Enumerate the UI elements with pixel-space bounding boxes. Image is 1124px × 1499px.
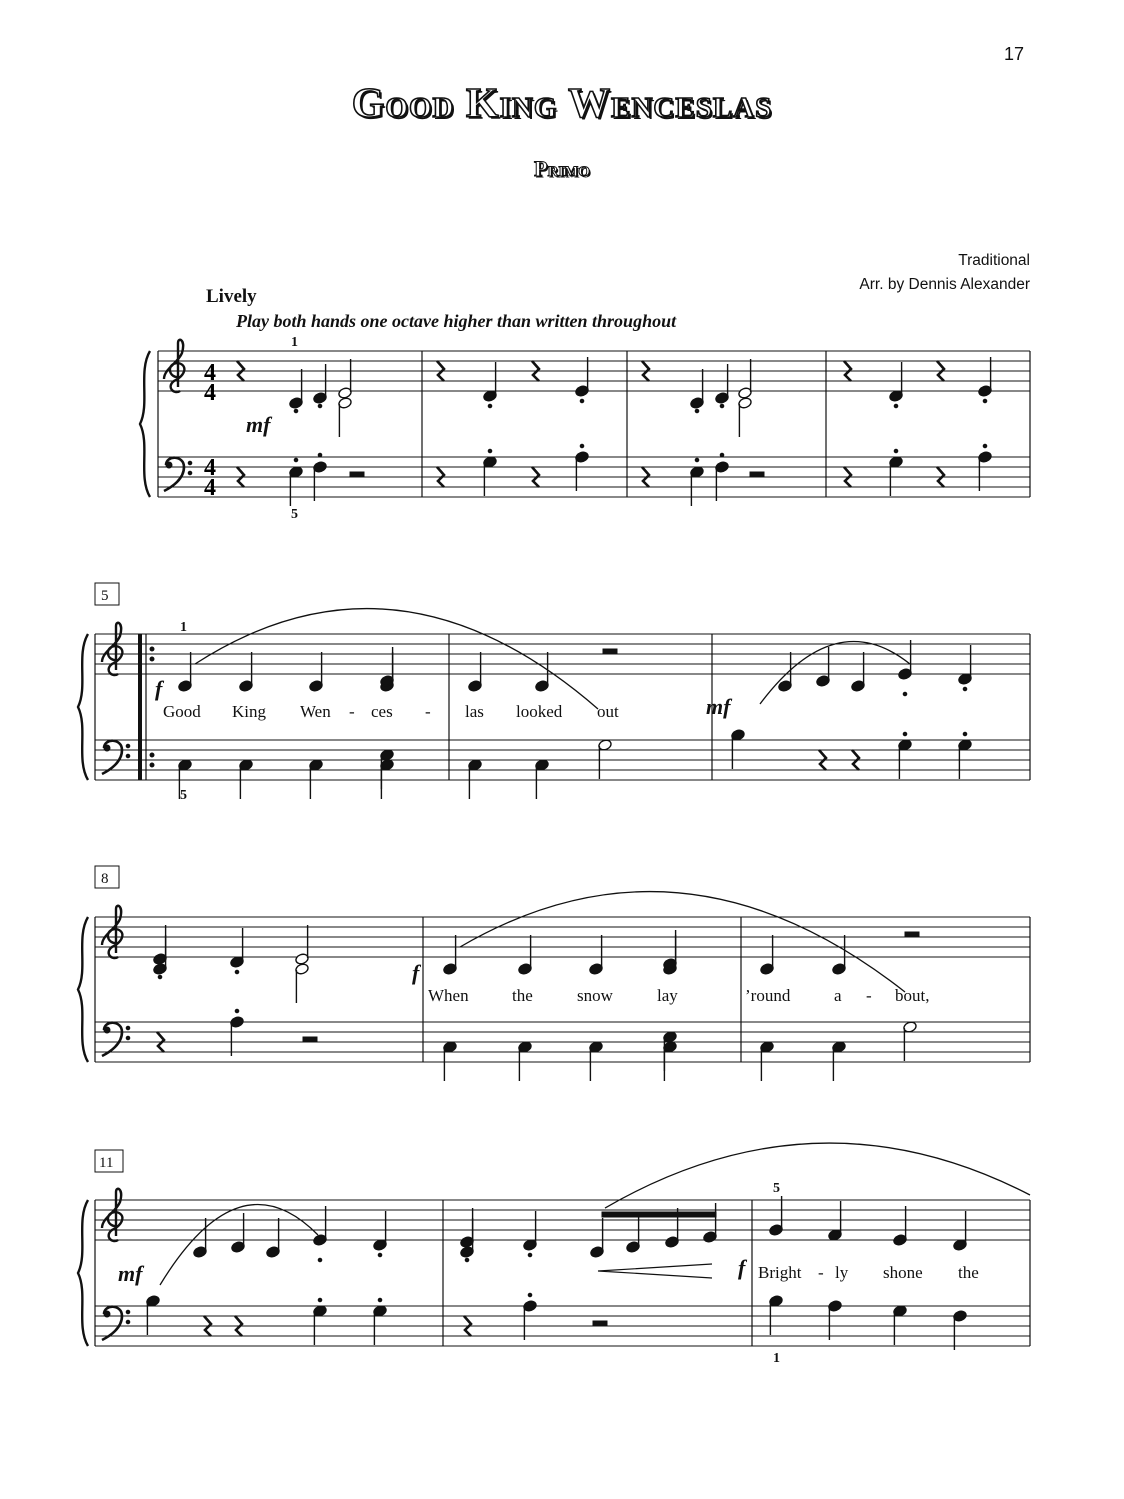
staccato-dot — [894, 449, 898, 453]
fingering: 5 — [180, 788, 187, 803]
slur — [760, 642, 910, 705]
bass-clef-dot — [166, 462, 172, 468]
staccato-dot — [488, 404, 492, 408]
staccato-dot — [580, 399, 584, 403]
bass-clef-dot — [104, 1311, 110, 1317]
half-rest — [905, 932, 919, 937]
staccato-dot — [465, 1258, 469, 1262]
lyric-syllable: looked — [516, 702, 563, 721]
bass-clef-dot — [126, 754, 130, 758]
lyric-syllable: lay — [657, 986, 678, 1005]
lyric-syllable: ’round — [745, 986, 791, 1005]
part-label: Primo — [534, 156, 590, 181]
lyric-syllable: the — [958, 1263, 979, 1282]
lyric-syllable: ces — [371, 702, 393, 721]
bass-clef-dot — [188, 461, 192, 465]
staccato-dot — [378, 1298, 382, 1302]
treble-clef — [164, 340, 184, 392]
slur — [195, 609, 598, 709]
staccato-dot — [695, 458, 699, 462]
lyric-syllable: out — [597, 702, 619, 721]
time-signature-bass: 4 — [204, 455, 216, 481]
arranger-credit: Arr. by Dennis Alexander — [859, 276, 1030, 293]
staccato-dot — [294, 458, 298, 462]
staccato-dot — [318, 1258, 322, 1262]
bass-clef-dot — [126, 1036, 130, 1040]
lyric-syllable: When — [428, 986, 469, 1005]
lyric-syllable: Bright — [758, 1263, 802, 1282]
crescendo-hairpin — [598, 1264, 712, 1278]
lyric-syllable: the — [512, 986, 533, 1005]
half-rest — [350, 472, 364, 477]
lyric-syllable: Good — [163, 702, 201, 721]
staccato-dot — [235, 1009, 239, 1013]
repeat-dot — [150, 647, 154, 651]
bass-clef-dot — [126, 1320, 130, 1324]
bass-clef-dot — [104, 1027, 110, 1033]
measure-number: 11 — [99, 1155, 114, 1171]
staccato-dot — [720, 404, 724, 408]
staccato-dot — [580, 444, 584, 448]
bass-clef-dot — [126, 1310, 130, 1314]
staccato-dot — [903, 692, 907, 696]
beam — [602, 1212, 716, 1217]
dynamic-f: f — [412, 960, 420, 985]
staccato-dot — [903, 732, 907, 736]
lyric-syllable: a — [834, 986, 842, 1005]
lyric-syllable: Wen — [300, 702, 331, 721]
bass-clef-dot — [188, 471, 192, 475]
treble-clef — [102, 623, 122, 675]
staccato-dot — [158, 975, 162, 979]
staccato-dot — [318, 1298, 322, 1302]
lyric-syllable: bout, — [895, 986, 930, 1005]
treble-clef — [102, 1189, 122, 1241]
staccato-dot — [378, 1253, 382, 1257]
system-brace — [140, 351, 150, 497]
performance-instruction: Play both hands one octave higher than written throughout — [236, 311, 677, 331]
measure-number: 8 — [101, 871, 109, 887]
staccato-dot — [720, 453, 724, 457]
slur — [460, 892, 905, 992]
lyric-syllable: - — [866, 986, 872, 1005]
dynamic-f: f — [155, 676, 163, 701]
system-brace — [78, 917, 88, 1062]
half-rest — [303, 1037, 317, 1042]
lyric-syllable: snow — [577, 986, 613, 1005]
dynamic-mf: mf — [706, 694, 731, 719]
fingering: 5 — [773, 1181, 780, 1196]
dynamic-mf: mf — [118, 1261, 143, 1286]
staccato-dot — [528, 1253, 532, 1257]
lyric-syllable: ly — [835, 1263, 849, 1282]
system-brace — [78, 1200, 88, 1346]
lyric-syllable: King — [232, 702, 266, 721]
measure-number: 5 — [101, 588, 109, 604]
staccato-dot — [235, 970, 239, 974]
fingering: 5 — [291, 507, 298, 522]
staccato-dot — [294, 409, 298, 413]
time-signature-treble-bottom: 4 — [204, 380, 216, 406]
time-signature-bass-bottom: 4 — [204, 475, 216, 501]
system-brace — [78, 634, 88, 780]
tempo-marking: Lively — [206, 286, 257, 307]
bass-clef-dot — [126, 1026, 130, 1030]
staccato-dot — [894, 404, 898, 408]
fingering: 1 — [180, 620, 187, 635]
dynamic-mf: mf — [246, 412, 271, 437]
repeat-dot — [150, 657, 154, 661]
fingering: 1 — [773, 1351, 780, 1366]
half-rest — [603, 649, 617, 654]
treble-clef — [102, 906, 122, 958]
lyric-syllable: shone — [883, 1263, 923, 1282]
lyric-syllable: - — [349, 702, 355, 721]
staccato-dot — [488, 449, 492, 453]
bass-clef-dot — [104, 745, 110, 751]
time-signature-treble: 4 — [204, 360, 216, 386]
fingering: 1 — [291, 335, 298, 350]
staccato-dot — [963, 687, 967, 691]
staccato-dot — [695, 409, 699, 413]
composer-credit: Traditional — [958, 252, 1030, 269]
song-title: Good King Wenceslas — [351, 81, 773, 127]
repeat-dot — [150, 753, 154, 757]
staccato-dot — [983, 399, 987, 403]
lyric-syllable: - — [425, 702, 431, 721]
staccato-dot — [528, 1293, 532, 1297]
staccato-dot — [318, 453, 322, 457]
half-rest — [593, 1321, 607, 1326]
lyric-syllable: las — [465, 702, 484, 721]
slur — [605, 1143, 1030, 1208]
page-number: 17 — [1004, 44, 1025, 64]
lyric-syllable: - — [818, 1263, 824, 1282]
half-rest — [750, 472, 764, 477]
staccato-dot — [963, 732, 967, 736]
dynamic-f: f — [738, 1255, 746, 1280]
staccato-dot — [983, 444, 987, 448]
repeat-dot — [150, 763, 154, 767]
staccato-dot — [318, 404, 322, 408]
bass-clef-dot — [126, 744, 130, 748]
